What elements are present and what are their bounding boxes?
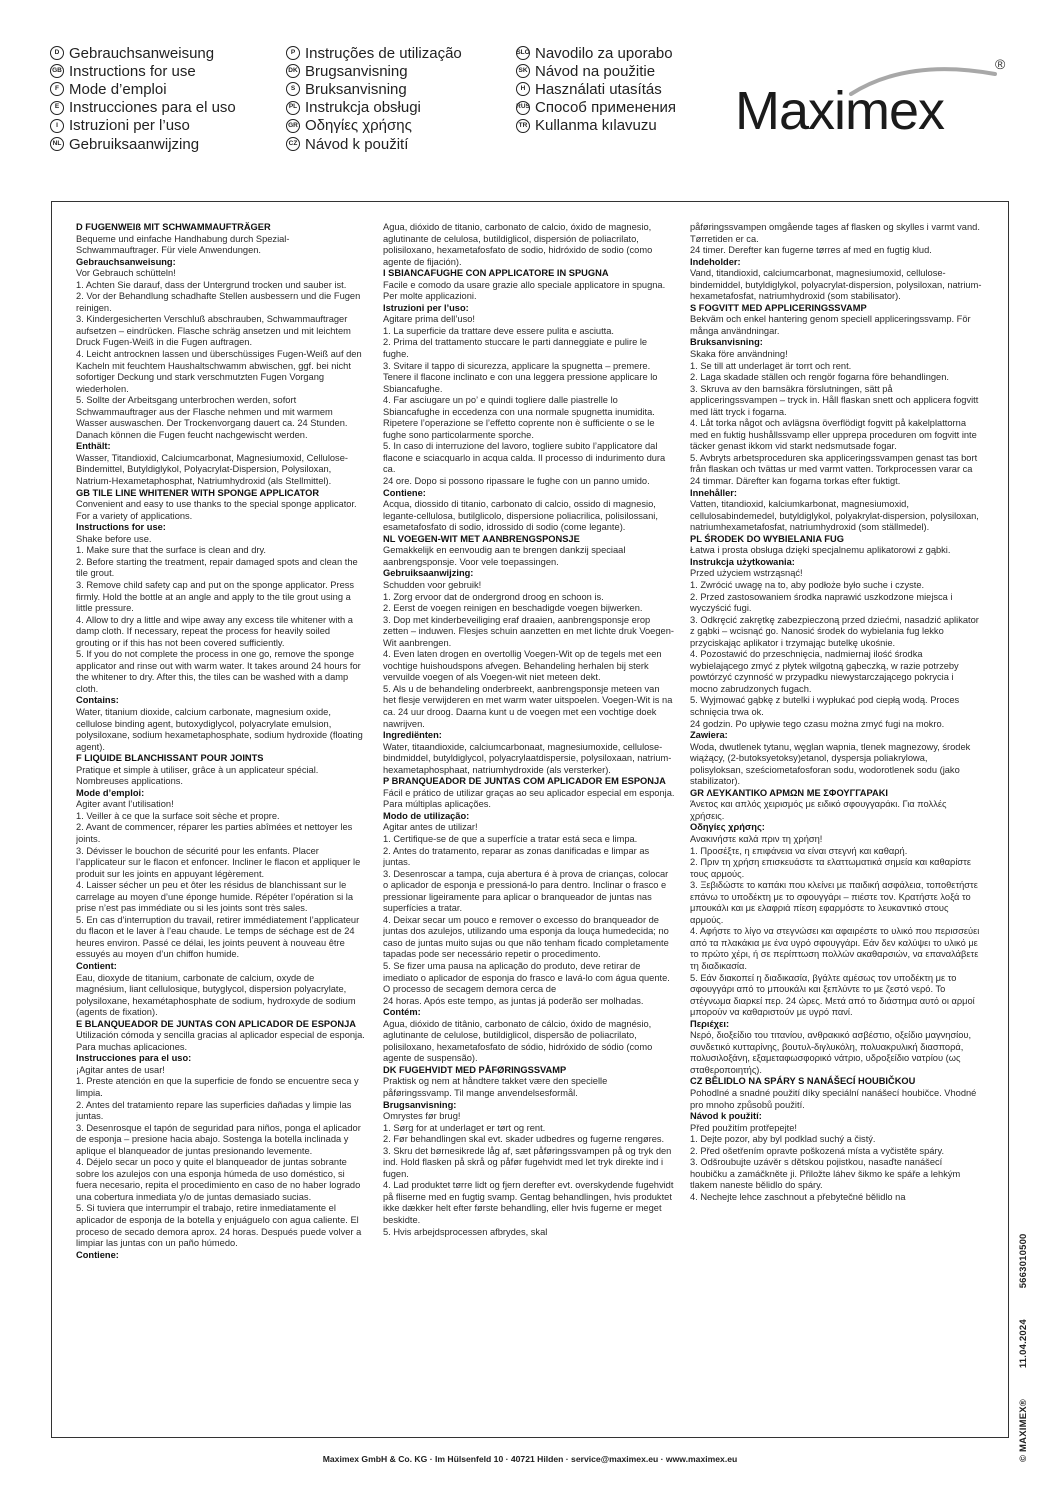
paragraph: Facile e comodo da usare grazie allo speciale applicatore in spugna. Per molte applicazioni. — [383, 279, 666, 302]
country-code-icon: GB — [50, 64, 64, 78]
paragraph: 3. Svitare il tappo di sicurezza, applicare la spugnetta – premere. Tenere il flacone inclinato e con una leggera pressione applicare lo Sbiancafughe. — [383, 360, 658, 394]
paragraph: 1. Zorg ervoor dat de ondergrond droog en schoon is. — [383, 591, 604, 602]
paragraph: 2. Πριν τη χρήση επισκευάστε τα ελαττωματικά σημεία και καθαρίστε τους αρμούς. — [690, 857, 971, 879]
paragraph: 4. Lad produktet tørre lidt og fjern derefter evt. overskydende fugehvidt på fliserne med en fugtig svamp. Gentag behandlingen, hvis produktet ikke dækker helt efter første behandling, eller hvis fugerne er meget beskidte. — [383, 1180, 674, 1226]
paragraph: 1. La superficie da trattare deve essere pulita e asciutta. — [383, 325, 615, 336]
paragraph: Eau, dioxyde de titanium, carbonate de calcium, oxyde de magnésium, liant cellulosique, butyglycol, dispersion polyacrylate, polysiloxane, hexamétaphosphate de sodium, hydroxyde de sodium (agents de fixation). — [76, 972, 356, 1018]
paragraph: 2. Eerst de voegen reinigen en beschadigde voegen bijwerken. — [383, 603, 643, 614]
footer-address: Maximex GmbH & Co. KG · Im Hülsenfeld 10 · 40721 Hilden · service@maximex.eu · www.maximex.eu — [322, 1454, 738, 1464]
language-item — [50, 99, 236, 117]
language-label: Οδηγίες χρήσης — [305, 117, 412, 135]
language-item — [286, 135, 462, 153]
side-date: 11.04.2024 — [1018, 1319, 1029, 1369]
paragraph: Agua, dióxido de titânio, carbonato de cálcio, óxido de magnésio, aglutinante de celulose, butildiglicol, dispersão de poliacrilato, polisiloxano, hexametafosfato de sódio, hidróxido de sódio (como agente de suspensão). — [383, 1018, 653, 1064]
section-heading: GR ΛΕΥΚΑΝΤΙΚΟ ΑΡΜΩΝ ΜΕ ΣΦΟΥΓΓΑΡΑΚΙ — [690, 787, 889, 798]
paragraph: 5. Wyjmować gąbkę z butelki i wypłukać pod ciepłą wodą. Proces schnięcia trwa ok. — [690, 695, 960, 717]
subheading: Ingrediënten: — [383, 730, 442, 741]
language-item — [50, 62, 236, 80]
paragraph: 3. Dévisser le bouchon de sécurité pour les enfants. Placer l’applicateur sur le flacon et enfoncer. Incliner le flacon et appliquer le produit sur les joints en appuyant légèrement. — [76, 845, 361, 879]
section-heading: I SBIANCAFUGHE CON APPLICATORE IN SPUGNA — [383, 268, 609, 279]
language-item — [50, 80, 236, 98]
paragraph: 4. Laisser sécher un peu et ôter les résidus de blanchissant sur le carrelage au moyen d’une éponge humide. Répéter l’opération si la prise n’est pas immédiate ou si les joints sont très sales. — [76, 880, 354, 914]
paragraph: 3. Skruva av den barnsäkra förslutningen, sätt på appliceringssvampen – tryck in. Håll flaskan snett och applicera fogvitt med lätt tryck i fogarna. — [690, 383, 979, 417]
paragraph: 2. Avant de commencer, réparer les parties abîmées et nettoyer les joints. — [76, 822, 353, 844]
paragraph: 3. Kindergesicherten Verschluß abschrauben, Schwammauftrager aufsetzen – eindrücken. Flasche schräg ansetzen und mit leichtem Druck Fugen-Weiß in die Fugen auftragen. — [76, 314, 351, 348]
country-code-icon: SK — [516, 64, 530, 78]
language-item — [286, 44, 462, 62]
section-heading: DK FUGEHVIDT MED PÅFØRINGSSVAMP — [383, 1064, 567, 1075]
language-label: Instrukcja obsługi — [305, 99, 421, 117]
paragraph: Agitar antes de utilizar! — [383, 822, 478, 833]
country-code-icon: CZ — [286, 137, 300, 151]
paragraph: 2. Vor der Behandlung schadhafte Stellen ausbessern und die Fugen reinigen. — [76, 291, 361, 313]
country-code-icon: D — [50, 46, 64, 60]
paragraph: 4. Far asciugare un po’ e quindi togliere dalle piastrelle lo Sbiancafughe in eccedenza con una normale spugnetta inumidita. Ripetere l’operazione se l’effetto coprente non è sufficiente o se le fughe sono particolarmente sporche. — [383, 395, 655, 440]
section-heading: E BLANQUEADOR DE JUNTAS CON APLICADOR DE ESPONJA — [76, 1018, 356, 1029]
language-header — [50, 44, 770, 162]
paragraph: Vatten, titandioxid, kalciumkarbonat, magnesiumoxid, cellulosabindemedel, butyldiglykol, polyakrylat-dispersion, polysiloxan, natriumhexametafosfat, natriumhydroxid (som ställmedel). — [690, 499, 979, 533]
paragraph: 1. Zwrócić uwagę na to, aby podłoże było suche i czyste. — [690, 579, 925, 590]
subheading: Bruksanvisning: — [690, 337, 763, 348]
subheading: Instructions for use: — [76, 522, 166, 533]
paragraph: Fácil e prático de utilizar graças ao seu aplicador especial em esponja. Para múltiplas aplicações. — [383, 787, 675, 810]
language-label: Instructions for use — [69, 62, 196, 80]
paragraph: ¡Agitar antes de usar! — [76, 1064, 165, 1075]
language-label: Návod na použitie — [535, 62, 656, 80]
language-label: Gebrauchsanweisung — [69, 44, 215, 62]
language-label: Használati utasítás — [535, 80, 662, 98]
language-item — [516, 117, 676, 135]
paragraph: Pohodlné a snadné použití díky speciální nanášecí houbičce. Vhodné pro mnoho způsobů použití. — [690, 1088, 977, 1110]
registered-mark: ® — [995, 56, 1006, 72]
paragraph: 2. Before starting the treatment, repair damaged spots and clean the tile grout. — [76, 556, 358, 579]
language-item — [516, 99, 676, 117]
subheading: Instrucciones para el uso: — [76, 1053, 192, 1064]
paragraph: Woda, dwutlenek tytanu, węglan wapnia, tlenek magnezowy, środek wiążący, (2-butoksyetoksy)etanol, dyspersja poliakrylowa, polisyloksan, sześciometafosforan sodu, wodorotlenek sodu (jako stabilizator). — [690, 741, 971, 787]
paragraph: Bequeme und einfache Handhabung durch Spezial-Schwammauftrager. Für viele Anwendungen. — [76, 233, 290, 256]
language-column-3 — [516, 44, 676, 135]
subheading: Indeholder: — [690, 256, 741, 267]
paragraph: Ανακινήστε καλά πριν τη χρήση! — [690, 833, 823, 844]
section-heading: GB TILE LINE WHITENER WITH SPONGE APPLICATOR — [76, 487, 320, 498]
paragraph: 3. Dop met kinderbeveiliging eraf draaien, aanbrengsponsje erop zetten – induwen. Flesjes schuin aanzetten en met lichte druk Voegen-Wit aanbrengen. — [383, 614, 674, 648]
subheading: Contiene: — [383, 487, 426, 498]
subheading: Contient: — [76, 961, 117, 971]
paragraph: Praktisk og nem at håndtere takket være den specielle påføringssvamp. Til mange anvendelsesformål. — [383, 1076, 608, 1099]
subheading: Οδηγίες χρήσης: — [690, 822, 765, 833]
language-label: Instrucciones para el uso — [69, 99, 236, 117]
country-code-icon: DK — [286, 64, 300, 78]
language-label: Brugsanvisning — [305, 62, 408, 80]
country-code-icon: F — [50, 82, 64, 96]
paragraph: 2. Før behandlingen skal evt. skader udbedres og fugerne rengøres. — [383, 1134, 665, 1145]
section-heading: NL VOEGEN-WIT MET AANBRENGSPONSJE — [383, 533, 580, 544]
paragraph: Wasser, Titandioxid, Calciumcarbonat, Magnesiumoxid, Cellulose-Bindemittel, Butyldiglykol, Polyacrylat-Dispersion, Polysiloxan, Natrium-Hexametaphosphat, Natriumhydroxid (als Stellmittel). — [76, 452, 348, 487]
paragraph: 2. Prima del trattamento stuccare le parti danneggiate e pulire le fughe. — [383, 337, 648, 360]
text-column-3 — [690, 222, 982, 1430]
subheading: Contiene: — [76, 1249, 119, 1260]
country-code-icon: E — [50, 101, 64, 115]
paragraph: 24 timer. Derefter kan fugerne tørres af med en fugtig klud. — [690, 245, 932, 256]
paragraph: påføringssvampen omgående tages af flasken og skylles i varmt vand. Tørretiden er ca. — [690, 222, 980, 244]
text-column-2 — [383, 222, 675, 1430]
country-code-icon: SLO — [516, 46, 530, 60]
maximex-logo — [733, 56, 1018, 146]
paragraph: 4. Allow to dry a little and wipe away any excess tile whitener with a damp cloth. If necessary, repeat the process for heavily soiled grouting or if this has not been covered sufficiently. — [76, 614, 353, 648]
language-label: Istruzioni per l’uso — [69, 117, 190, 135]
language-label: Способ применения — [535, 99, 676, 117]
paragraph: 4. Pozostawić do przeschnięcia, nadmiernaj ilość środka wybielającego zmyć z płytek wilgotną gąbeczką, w razie potrzeby powtórzyć czynność w przypadku niewystarczającego pokrycia i mocno zabrudzonych fugach. — [690, 649, 959, 694]
paragraph: Skaka före användning! — [690, 349, 788, 360]
section-heading: PL ŚRODEK DO WYBIELANIA FUG — [690, 533, 844, 544]
paragraph: 5. Se fizer uma pausa na aplicação do produto, deve retirar de imediato o aplicador de esponja do frasco e lavá-lo com água quente. O processo de secagem demora cerca de — [383, 961, 670, 995]
paragraph: Water, titaandioxide, calciumcarbonaat, magnesiumoxide, cellulose-bindmiddel, butyldiglycol, polyacrylaatdispersie, polysiloxaan, natrium-hexametaphosphaat, natriumhydroxide (als versterker). — [383, 741, 672, 775]
paragraph: 4. Déjelo secar un poco y quite el blanqueador de juntas sobrante sobre los azulejos con una esponja húmeda de uso doméstico, si fuera necesario, repita el procedimiento en caso de no haber logrado una cobertura inmediata y/o de juntas demasiado sucias. — [76, 1157, 361, 1202]
subheading: Enthält: — [76, 441, 111, 452]
paragraph: 2. Antes del tratamiento repare las superficies dañadas y limpie las juntas. — [76, 1099, 352, 1122]
paragraph: 24 godzin. Po upływie tego czasu można zmyć fugi na mokro. — [690, 718, 945, 729]
paragraph: Omrystes før brug! — [383, 1111, 461, 1122]
paragraph: 4. Even laten drogen en overtollig Voegen-Wit op de tegels met een vochtige huishoudspons afvegen. Behandeling herhalen bij sterk vervuilde voegen of als Voegen-wit niet meteen dekt. — [383, 649, 662, 683]
language-label: Mode d’emploi — [69, 80, 167, 98]
language-label: Navodilo za uporabo — [535, 44, 673, 62]
country-code-icon: I — [50, 119, 64, 133]
paragraph: 5. Avbryts arbetsproceduren ska appliceringssvampen genast tas bort från flaskan och tvättas ur med varmt vatten. Torkprocessen varar ca 24 timmar. Därefter kan fogarna torkas efter fuktigt. — [690, 452, 978, 487]
language-item — [286, 99, 462, 117]
paragraph: 1. Make sure that the surface is clean and dry. — [76, 545, 266, 556]
paragraph: 1. Veiller à ce que la surface soit sèche et propre. — [76, 810, 280, 821]
paragraph: 3. Ξεβιδώστε το καπάκι που κλείνει με παιδική ασφάλεια, τοποθετήστε επάνω το υποδέκτη με το σφουγγάρι – πιέστε τον. Κρατήστε λοξά το μπουκάλι και με ελαφριά πίεση εφαρμόστε το λευκαντικό στους αρμούς. — [690, 880, 978, 925]
paragraph: 1. Preste atención en que la superficie de fondo se encuentre seca y limpia. — [76, 1076, 359, 1099]
paragraph: 1. Sørg for at underlaget er tørt og rent. — [383, 1122, 546, 1133]
language-label: Instruções de utilização — [305, 44, 462, 62]
subheading: Mode d’emploi: — [76, 787, 145, 798]
language-label: Návod k použití — [305, 135, 409, 153]
paragraph: Convenient and easy to use thanks to the special sponge applicator. For a variety of applications. — [76, 499, 357, 521]
paragraph: 4. Låt torka något och avlägsna överflödigt fogvitt på kakelplattorna med en fuktig hushållssvamp eller upprepa proceduren om fogvitt inte täcker genast ikkom vid starkt nedsmutsade fogar. — [690, 418, 977, 452]
country-code-icon: RUS — [516, 101, 530, 115]
paragraph: 5. Hvis arbejdsprocessen afbrydes, skal — [383, 1226, 548, 1237]
language-item — [286, 62, 462, 80]
language-item — [50, 117, 236, 135]
country-code-icon: TR — [516, 119, 530, 133]
country-code-icon: PL — [286, 101, 300, 115]
language-item — [50, 44, 236, 62]
subheading: Istruzioni per l’uso: — [383, 302, 469, 313]
country-code-icon: S — [286, 82, 300, 96]
subheading: Instrukcja użytkowania: — [690, 556, 795, 567]
paragraph: 4. Nechejte lehce zaschnout a přebytečné bělidlo na — [690, 1191, 906, 1202]
paragraph: 24 ore. Dopo si possono ripassare le fughe con un panno umido. — [383, 476, 650, 487]
language-label: Gebruiksaanwijzing — [69, 135, 200, 153]
country-code-icon: P — [286, 46, 300, 60]
section-heading: CZ BĚLIDLO NA SPÁRY S NANÁŠECÍ HOUBIČKOU — [690, 1076, 916, 1087]
language-label: Kullanma kılavuzu — [535, 117, 657, 135]
paragraph: 5. Si tuviera que interrumpir el trabajo, retire inmediatamente el aplicador de esponja de la botella y enjuáguelo con agua caliente. El proceso de secado demora aprox. 24 horas. Después puede volver a limpiar las juntas con un paño húmedo. — [76, 1203, 362, 1249]
paragraph: Przed użyciem wstrząsnąć! — [690, 568, 803, 579]
paragraph: Shake before use. — [76, 533, 152, 544]
paragraph: 1. Dejte pozor, aby byl podklad suchý a čistý. — [690, 1134, 876, 1145]
country-code-icon: NL — [50, 137, 64, 151]
subheading: Περιέχει: — [690, 1018, 730, 1029]
paragraph: 1. Se till att underlaget är torrt och rent. — [690, 360, 852, 371]
paragraph: Pratique et simple à utiliser, grâce à un applicateur spécial. Nombreuses applications. — [76, 764, 319, 787]
language-column-2 — [286, 44, 462, 153]
side-copyright: © MAXIMEX® — [1018, 1399, 1029, 1462]
subheading: Návod k použití: — [690, 1111, 762, 1122]
logo-wordmark: Maximex — [735, 81, 945, 141]
subheading: Gebrauchsanweisung: — [76, 256, 176, 267]
paragraph: 4. Deixar secar um pouco e remover o excesso do branqueador de juntas dos azulejos, utilizando uma esponja da louça humedecida; no caso de juntas muito sujas ou que não tenham ficado completamente tapadas pode ser necessário repetir o procedimento. — [383, 914, 669, 960]
language-item — [286, 80, 462, 98]
paragraph: Schudden voor gebruik! — [383, 579, 482, 590]
paragraph: Water, titanium dioxide, calcium carbonate, magnesium oxide, cellulose binding agent, butoxydiglycol, polyacrylate emulsion, polysiloxane, sodium hexametaphosphate, sodium hydroxide (floating agent). — [76, 706, 363, 752]
paragraph: 5. If you do not complete the process in one go, remove the sponge applicator and rinse out with warm water. It takes around 24 hours for the whitener to dry. After this, the tiles can be washed with a damp cloth. — [76, 649, 361, 694]
paragraph: Acqua, diossido di titanio, carbonato di calcio, ossido di magnesio, legante-cellulosa, butilglicolo, dispersione poliacrilica, polisilossani, esametafosfato di sodio, idrossido di sodio (come legante). — [383, 499, 658, 533]
paragraph: 2. Antes do tratamento, reparar as zonas danificadas e limpar as juntas. — [383, 845, 650, 868]
paragraph: 1. Certifique-se de que a superfície a tratar está seca e limpa. — [383, 833, 638, 844]
paragraph: 5. Sollte der Arbeitsgang unterbrochen werden, sofort Schwammauftrager aus der Flasche nehmen und mit warmem Wasser auswaschen. Der Trockenvorgang dauert ca. 24 Stunden. Danach können die Fugen feucht nachgewischt werden. — [76, 395, 348, 440]
paragraph: 3. Desenrosque el tapón de seguridad para niños, ponga el aplicador de esponja – presione hacia abajo. Sostenga la botella inclinada y aplique el blanqueador de juntas presionando levemente. — [76, 1122, 361, 1156]
paragraph: 1. Προσέξτε, η επιφάνεια να είναι στεγνή και καθαρή. — [690, 845, 908, 856]
paragraph: 2. Před ošetřením opravte poškozená místa a vyčistěte spáry. — [690, 1145, 945, 1156]
language-item — [50, 135, 236, 153]
section-heading: D FUGENWEIß MIT SCHWAMMAUFTRÄGER — [76, 222, 271, 232]
paragraph: 1. Achten Sie darauf, dass der Untergrund trocken und sauber ist. — [76, 279, 347, 290]
country-code-icon: GR — [286, 119, 300, 133]
paragraph: Łatwa i prosta obsługa dzięki specjalnemu aplikatorowi z gąbki. — [690, 545, 951, 556]
paragraph: Vor Gebrauch schütteln! — [76, 268, 176, 279]
paragraph: 5. En cas d’interruption du travail, retirer immédiatement l’applicateur du flacon et le laver à l’eau chaude. Le temps de séchage est de 24 heures environ. Passé ce délai, les joints peuvent à nouveau être essuyés au moyen d’un chiffon humide. — [76, 914, 360, 960]
paragraph: 2. Laga skadade ställen och rengör fogarna före behandlingen. — [690, 372, 949, 383]
paragraph: 5. Εάν διακοπεί η διαδικασία, βγάλτε αμέσως τον υποδέκτη με το σφουγγάρι από το μπουκάλι και ξεπλύντε το με ζεστό νερό. Το στέγνωμα διαρκεί περ. 24 ώρες. Μετά από το διάστημα αυτό οι αρμοί μπορούν να καθαριστούν με υγρό πανί. — [690, 972, 975, 1018]
country-code-icon: H — [516, 82, 530, 96]
paragraph: 5. Als u de behandeling onderbreekt, aanbrengsponsje meteen van het flesje verwijderen en met warm water uitspoelen. Voegen-Wit is na ca. 24 uur droog. Daarna kunt u de voegen met een vochtige doek nawrijven. — [383, 683, 673, 729]
text-column-1 — [76, 222, 366, 1430]
side-imprint — [1018, 1205, 1029, 1462]
language-item — [516, 80, 676, 98]
subheading: Contains: — [76, 695, 119, 706]
side-article-code: 5663010500 — [1018, 1233, 1029, 1289]
subheading: Modo de utilização: — [383, 810, 470, 821]
paragraph: Agua, dióxido de titanio, carbonato de calcio, óxido de magnesio, aglutinante de celulosa, butildiglicol, dispersión de poliacrilato, polisiloxano, hexametafosfato de sodio, hidróxido de sodio (como agente de fijación). — [383, 222, 653, 267]
paragraph: Před použitím protřepejte! — [690, 1122, 797, 1133]
language-item — [286, 117, 462, 135]
paragraph: Άνετος και απλός χειρισμός με ειδικό σφουγγαράκι. Για πολλές χρήσεις. — [690, 799, 947, 821]
paragraph: 5. In caso di interruzione del lavoro, togliere subito l’applicatore dal flacone e sciacquarlo in acqua calda. Il processo di indurimento dura ca. — [383, 441, 666, 475]
paragraph: 3. Odkręcić zakrętkę zabezpieczoną przed dziećmi, nasadzić aplikator z gąbki – wcisnąć go. Nanosić środek do wybielania fug lekko przyciskając aplikator i trzymając butelkę ukośnie. — [690, 614, 979, 648]
language-column-1 — [50, 44, 236, 153]
paragraph: 3. Odšroubujte uzávěr s dětskou pojistkou, nasaďte nanášecí houbičku a zamáčkněte ji. Přiložte láhev šikmo ke spáře a lehkým tlakem naneste bělidlo do spáry. — [690, 1157, 961, 1191]
paragraph: 4. Leicht antrocknen lassen und überschüssiges Fugen-Weiß auf den Kacheln mit feuchtem Haushaltschwamm abwischen, ggf. bei nicht sofortiger Deckung und stark verschmutzten Fugen Vorgang wiederholen. — [76, 349, 362, 394]
language-label: Bruksanvisning — [305, 80, 407, 98]
paragraph: Gemakkelijk en eenvoudig aan te brengen dankzij speciaal aanbrengsponsje. Voor vele toepassingen. — [383, 545, 626, 567]
section-heading: F LIQUIDE BLANCHISSANT POUR JOINTS — [76, 753, 264, 764]
paragraph: Νερό, διοξείδιο του τιτανίου, ανθρακικό ασβέστιο, οξείδιο μαγνησίου, συνδετικό κυτταρίνης, βουτυλ-διγλυκόλη, πολυακρυλική διασπορά, πολυσιλοξάνη, εξαμεταφωσφορικό νάτριο, υδροξείδιο νατρίου (ως σταθεροποιητής). — [690, 1030, 972, 1075]
paragraph: 4. Αφήστε το λίγο να στεγνώσει και αφαιρέστε το υλικό που περισσεύει από τα πλακάκια με ένα υγρό σφουγγάρι. Εάν δεν καλύψει το υλικό με το πρώτο χέρι, ή σε περίπτωση πολλών ακαθαρσιών, να επαναλάβετε τη διαδικασία. — [690, 926, 980, 971]
paragraph: Agitare prima dell’uso! — [383, 314, 475, 325]
subheading: Contém: — [383, 1007, 421, 1018]
paragraph: 2. Przed zastosowaniem środka naprawić uszkodzone miejsca i wyczyścić fugi. — [690, 591, 953, 614]
section-heading: S FOGVITT MED APPLICERINGSSVAMP — [690, 302, 867, 313]
subheading: Gebruiksaanwijzing: — [383, 568, 474, 579]
language-item — [516, 44, 676, 62]
paragraph: 3. Skru det børnesikrede låg af, sæt påføringssvampen på og tryk den ind. Hold flasken på skrå og påfør fugehvidt med let tryk direkte ind i fugen. — [383, 1145, 672, 1179]
subheading: Brugsanvisning: — [383, 1099, 457, 1110]
paragraph: 24 horas. Após este tempo, as juntas já poderão ser molhadas. — [383, 995, 644, 1006]
paragraph: Bekväm och enkel hantering genom speciell appliceringssvamp. För många användningar. — [690, 314, 971, 336]
subheading: Innehåller: — [690, 487, 738, 498]
paragraph: Utilización cómoda y sencilla gracias al aplicador especial de esponja. Para muchas aplicaciones. — [76, 1030, 365, 1052]
paragraph: 3. Remove child safety cap and put on the sponge applicator. Press firmly. Hold the bottle at an angle and apply to the tile grout using a little pressure. — [76, 579, 355, 614]
language-item — [516, 62, 676, 80]
section-heading: P BRANQUEADOR DE JUNTAS COM APLICADOR EM ESPONJA — [383, 776, 666, 787]
paragraph: 3. Desenroscar a tampa, cuja abertura é à prova de crianças, colocar o aplicador de esponja e pressioná-lo para dentro. Inclinar o frasco e pressionar ligeiramente para aplicar o branqueador de juntas nas superfícies a tratar. — [383, 868, 669, 914]
paragraph: Vand, titandioxid, calciumcarbonat, magnesiumoxid, cellulose-bindemiddel, butyldiglykol, polyacrylat-dispersion, polysiloxan, natrium-hexametafosfat, natriumhydroxid (som stabilisator). — [690, 268, 982, 302]
subheading: Zawiera: — [690, 730, 728, 741]
paragraph: Agiter avant l’utilisation! — [76, 799, 174, 810]
